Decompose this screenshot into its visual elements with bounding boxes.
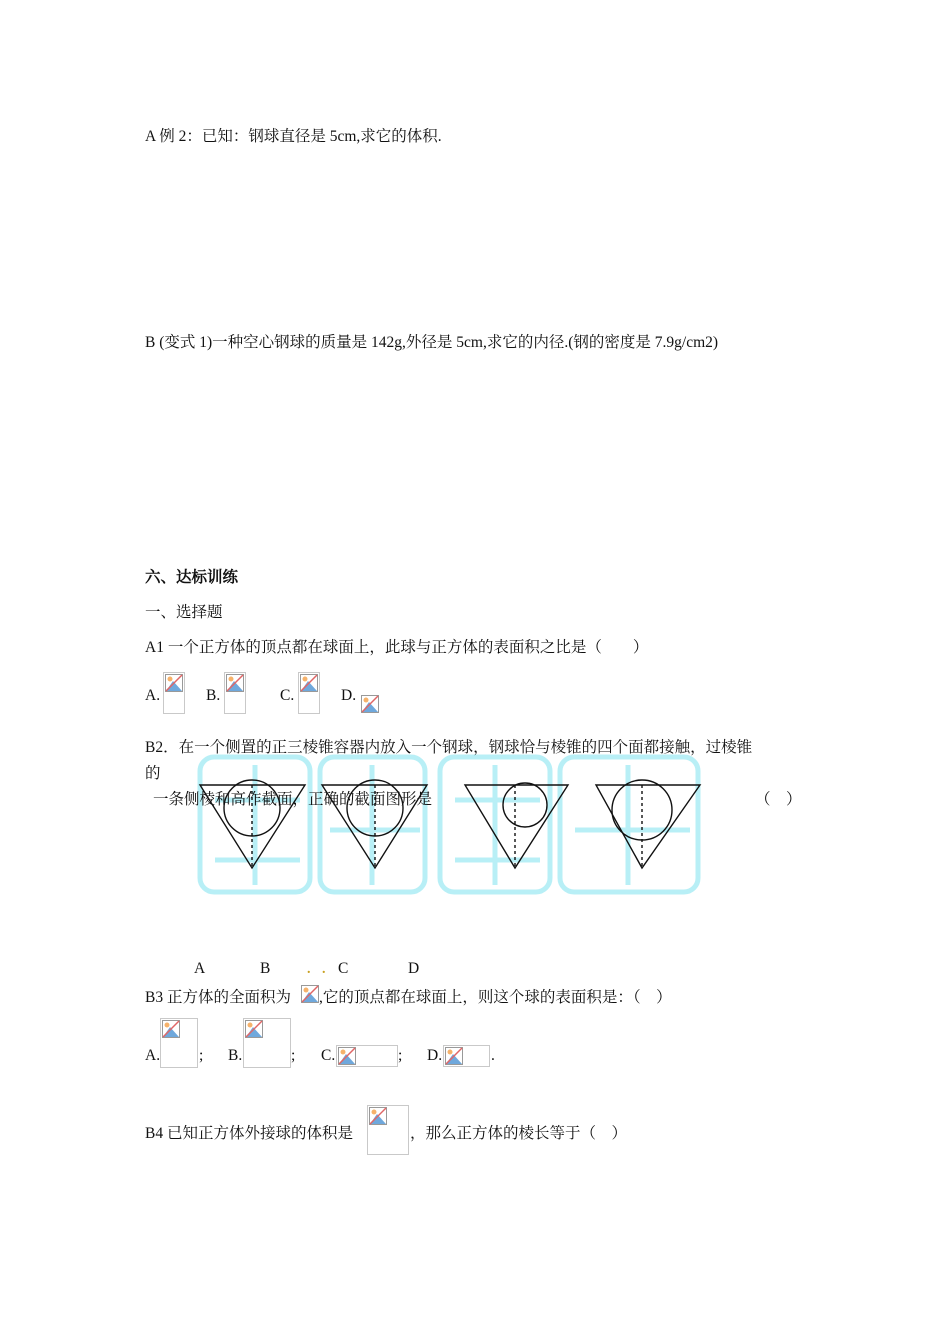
question-b2-paren: （ ） [755, 791, 802, 808]
b3-option-b-image [243, 1018, 291, 1068]
broken-image-icon [369, 1107, 387, 1125]
b3-separator-a: ; [199, 1047, 204, 1064]
fig-label-d: D [408, 960, 420, 977]
b4-inline-image [367, 1105, 409, 1155]
figure-c [465, 783, 568, 868]
example-2-text: A 例 2：已知：钢球直径是 5cm,求它的体积. [145, 128, 442, 145]
a1-option-b-label: B. [206, 687, 221, 704]
b3-separator-c: ; [398, 1047, 403, 1064]
broken-image-icon [445, 1047, 463, 1065]
section-subtitle: 一、选择题 [145, 604, 223, 621]
b3-option-b-label: B. [228, 1047, 243, 1064]
broken-image-icon [162, 1020, 180, 1038]
emphasis-dots: . . [307, 962, 330, 977]
fig-label-b: B [260, 960, 271, 977]
a1-option-a-label: A. [145, 687, 161, 704]
question-b4-after: ，那么正方体的棱长等于（ ） [410, 1125, 628, 1142]
b3-option-a-image [160, 1018, 198, 1068]
question-b2-line1: B2．在一个侧置的正三棱锥容器内放入一个钢球，钢球恰与棱锥的四个面都接触，过棱锥 [145, 739, 753, 756]
question-b3-before: B3 正方体的全面积为 [145, 989, 291, 1006]
question-b2-line3: 一条侧棱和高作截面，正确的截面图形是 [153, 791, 433, 808]
figure-d [596, 780, 700, 868]
broken-image-icon [301, 985, 319, 1003]
b3-option-d-label: D. [427, 1047, 443, 1064]
question-b3-after: ,它的顶点都在球面上，则这个球的表面积是：（ ） [319, 989, 672, 1006]
section-title: 六、达标训练 [145, 569, 239, 586]
question-b4-before: B4 已知正方体外接球的体积是 [145, 1125, 353, 1142]
b3-option-c-label: C. [321, 1047, 336, 1064]
broken-image-icon [245, 1020, 263, 1038]
b3-separator-d: . [491, 1047, 495, 1064]
a1-option-c-label: C. [280, 687, 295, 704]
b3-option-d-image [443, 1045, 490, 1067]
b3-separator-b: ; [291, 1047, 296, 1064]
a1-option-d-label: D. [341, 687, 357, 704]
broken-image-icon [338, 1047, 356, 1065]
variant-1-text: B (变式 1)一种空心钢球的质量是 142g,外径是 5cm,求它的内径.(钢的密度是 7.9g/cm2) [145, 334, 719, 351]
b3-option-c-image [336, 1045, 398, 1067]
question-b2-line2: 的 [145, 765, 161, 782]
fig-label-a: A [194, 960, 206, 977]
fig-label-c: C [338, 960, 349, 977]
b3-inline-image [301, 985, 319, 1003]
b3-option-a-label: A. [145, 1047, 161, 1064]
question-a1: A1 一个正方体的顶点都在球面上，此球与正方体的表面积之比是（ ） [145, 639, 649, 656]
